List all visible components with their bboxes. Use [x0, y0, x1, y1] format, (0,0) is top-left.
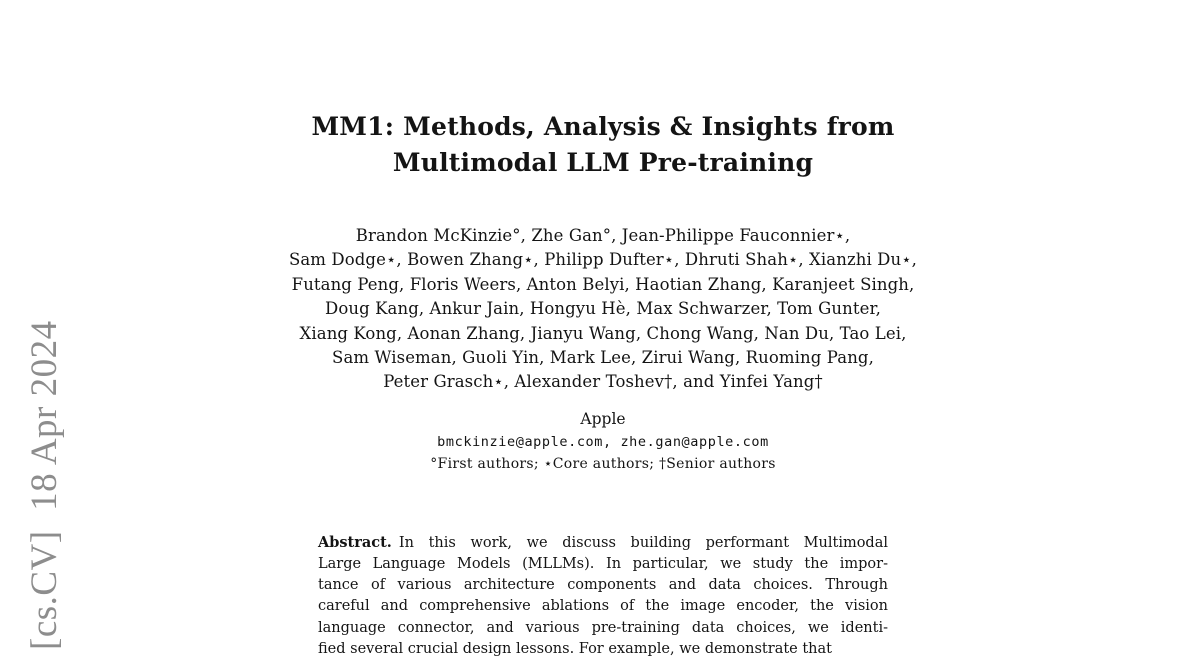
abstract-line — [318, 532, 888, 554]
abstract-line: language connector, and various pre-training data choices, we identi- — [318, 618, 888, 639]
paper-title-line-1: MM1: Methods, Analysis & Insights from — [273, 109, 933, 145]
author-line: Peter Grasch⋆, Alexander Toshev†, and Yinfei Yang† — [253, 370, 953, 394]
author-line: Brandon McKinzie°, Zhe Gan°, Jean-Philippe Fauconnier⋆, — [253, 224, 953, 248]
abstract-line: tance of various architecture components and data choices. Through — [318, 575, 888, 596]
paper-content-column — [273, 0, 933, 648]
paper-title-line-2: Multimodal LLM Pre-training — [273, 145, 933, 181]
author-line: Futang Peng, Floris Weers, Anton Belyi, Haotian Zhang, Karanjeet Singh, — [253, 273, 953, 297]
author-line: Xiang Kong, Aonan Zhang, Jianyu Wang, Chong Wang, Nan Du, Tao Lei, — [253, 322, 953, 346]
abstract-text: In this work, we discuss building performant Multimodal — [399, 535, 888, 551]
affiliation-emails: bmckinzie@apple.com, zhe.gan@apple.com — [273, 432, 933, 452]
abstract-line: careful and comprehensive ablations of the image encoder, the vision — [318, 596, 888, 617]
author-line: Sam Wiseman, Guoli Yin, Mark Lee, Zirui Wang, Ruoming Pang, — [253, 346, 953, 370]
author-list — [253, 224, 953, 395]
arxiv-stamp: [cs.CV] 18 Apr 2024 — [25, 320, 65, 650]
abstract-section — [318, 532, 888, 660]
abstract-line: Large Language Models (MLLMs). In particular, we study the impor- — [318, 554, 888, 575]
affiliation-institution: Apple — [273, 409, 933, 429]
abstract-label: Abstract. — [318, 534, 392, 551]
abstract-line-clipped: fied several crucial design lessons. For example, we demonstrate that — [318, 639, 888, 660]
author-line: Sam Dodge⋆, Bowen Zhang⋆, Philipp Dufter⋆, Dhruti Shah⋆, Xianzhi Du⋆, — [253, 248, 953, 272]
paper-title — [273, 109, 933, 181]
author-role-footnote: °First authors; ⋆Core authors; †Senior authors — [273, 454, 933, 474]
author-line: Doug Kang, Ankur Jain, Hongyu Hè, Max Schwarzer, Tom Gunter, — [253, 297, 953, 321]
